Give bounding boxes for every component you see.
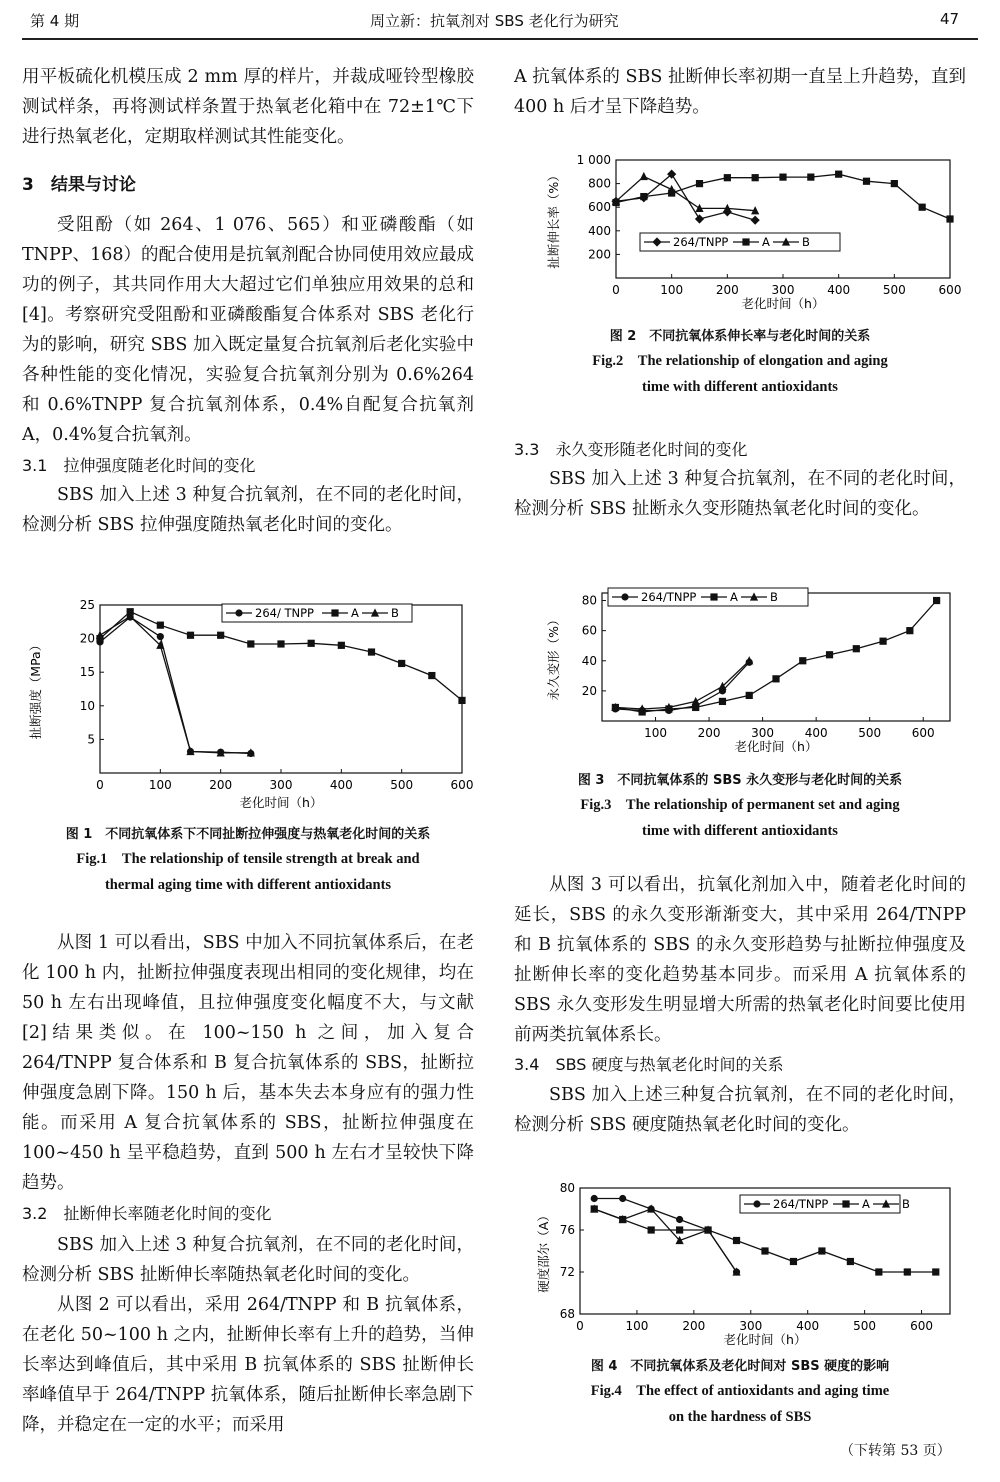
y-tick-label: 60 — [581, 623, 597, 638]
fig1-svg — [22, 595, 474, 813]
data-point — [217, 632, 224, 639]
data-point — [668, 185, 676, 193]
data-point — [761, 1247, 768, 1254]
data-point — [946, 215, 953, 222]
data-point — [826, 651, 833, 658]
data-point — [277, 640, 284, 647]
y-tick-label: 40 — [581, 653, 597, 668]
header-rule — [22, 38, 978, 40]
caption-en: on the hardness of SBS — [668, 1409, 812, 1425]
caption-en: Fig.3 The relationship of permanent set and aging — [580, 797, 900, 813]
paragraph: A 抗氧体系的 SBS 扯断伸长率初期一直呈上升趋势，直到 400 h 后才呈下降趋势。 — [514, 67, 966, 117]
series-1 — [591, 1205, 940, 1275]
data-point — [692, 697, 700, 705]
series-line — [594, 1209, 736, 1272]
series-2 — [590, 1204, 741, 1275]
fig3-svg — [540, 585, 960, 757]
legend-label: B — [902, 1197, 910, 1211]
left-column-bottom — [22, 928, 474, 1440]
y-tick-label: 200 — [588, 247, 611, 262]
y-tick-label: 80 — [559, 1181, 575, 1195]
series-line — [615, 601, 936, 713]
legend-marker — [331, 609, 338, 616]
caption-en: time with different antioxidants — [642, 379, 838, 395]
figure-1-chart — [22, 595, 474, 813]
x-tick-label: 100 — [148, 778, 172, 792]
caption-en: Fig.1 The relationship of tensile strength at break and — [76, 851, 420, 867]
legend-label: A — [762, 235, 770, 249]
data-point — [863, 178, 870, 185]
paragraph: SBS 加入上述 3 种复合抗氧剂，在不同的老化时间，检测分析 SBS 拉伸强度随热氧老化时间的变化。 — [22, 485, 474, 535]
legend-label: B — [391, 606, 399, 620]
data-point — [458, 697, 465, 704]
x-tick-label: 300 — [739, 1319, 763, 1333]
subsection-heading: 3.3 永久变形随老化时间的变化 — [514, 440, 748, 459]
x-tick-label: 400 — [827, 283, 851, 297]
data-point — [746, 692, 753, 699]
data-point — [619, 1195, 626, 1202]
y-tick-label: 400 — [588, 223, 611, 238]
y-axis-label: 硬度邵尔（A） — [536, 1209, 551, 1293]
y-tick-label: 600 — [588, 200, 611, 215]
x-tick-label: 500 — [853, 1319, 877, 1333]
data-point — [696, 180, 703, 187]
data-point — [835, 171, 842, 178]
plot-frame — [602, 593, 950, 721]
data-point — [724, 174, 731, 181]
series-line — [616, 174, 950, 219]
data-point — [904, 1268, 911, 1275]
legend-label: B — [770, 590, 778, 604]
figure-1-caption — [22, 824, 474, 898]
legend-marker — [742, 238, 749, 245]
series-1 — [612, 171, 953, 223]
data-point — [719, 698, 726, 705]
data-point — [96, 631, 104, 639]
legend-label: 264/TNPP — [641, 590, 697, 604]
x-axis-label: 老化时间（h） — [723, 1332, 807, 1347]
legend — [608, 588, 808, 606]
data-point — [398, 660, 405, 667]
data-point — [891, 180, 898, 187]
series-0 — [612, 659, 753, 714]
paragraph: SBS 加入上述三种复合抗氧剂，在不同的老化时间，检测分析 SBS 硬度随热氧老化时间的变化。 — [514, 1085, 966, 1135]
y-tick-label: 68 — [559, 1307, 575, 1321]
data-point — [932, 1268, 939, 1275]
data-point — [676, 1216, 683, 1223]
right-column-middle — [514, 436, 966, 524]
legend-marker — [235, 609, 242, 616]
subsection-heading: 3.1 拉伸强度随老化时间的变化 — [22, 456, 256, 475]
x-tick-label: 400 — [329, 778, 353, 792]
page-number: 47 — [940, 10, 960, 28]
series-line — [616, 177, 755, 211]
x-tick-label: 100 — [644, 726, 667, 740]
data-point — [591, 1195, 598, 1202]
y-tick-label: 5 — [87, 732, 95, 747]
paragraph: 从图 2 可以看出，采用 264/TNPP 和 B 抗氧体系，在老化 50~100 h 之内，扯断伸长率有上升的趋势，当伸长率达到峰值后，其中采用 B 抗氧体系的 SBS 扯断伸长率峰值早于 264/TNPP 抗氧体系，随后扯断伸长率急剧下降，并稳定在一定的水平；而采用 — [22, 1295, 474, 1435]
x-tick-label: 500 — [858, 726, 882, 740]
data-point — [751, 216, 760, 225]
y-tick-label: 80 — [581, 593, 597, 608]
data-point — [847, 1258, 854, 1265]
figure-4-chart — [530, 1180, 960, 1350]
data-point — [933, 597, 940, 604]
data-point — [879, 638, 886, 645]
data-point — [368, 648, 375, 655]
section-heading: 3 结果与讨论 — [22, 175, 136, 195]
caption-zh: 图 4 不同抗氧体系及老化时间对 SBS 硬度的影响 — [590, 1359, 890, 1374]
data-point — [875, 1268, 882, 1275]
y-tick-label: 10 — [79, 698, 95, 713]
right-column-bottom — [514, 870, 966, 1140]
legend-marker — [621, 593, 628, 600]
paragraph: 从图 1 可以看出，SBS 中加入不同抗氧体系后，在老化 100 h 内，扯断拉伸强度表现出相同的变化规律，均在 50 h 左右出现峰值，且拉伸强度变化幅度不大，与文献[2]结果类似。在 100~150 h 之间，加入复合 264/TNPP 复合体系和 B 复合抗氧体系的 SBS，扯断拉伸强度急剧下降。150 h 后，基本失去本身应有的强力性能。而采用 A 复合抗氧体系的 SBS，扯断拉伸强度在 100~450 h 呈平稳趋势，直到 500 h 左右才呈较快下降趋势。 — [22, 933, 474, 1193]
x-tick-label: 0 — [96, 778, 104, 792]
series-0 — [96, 613, 254, 757]
right-column-top — [514, 62, 966, 122]
caption-en: thermal aging time with different antioxidants — [104, 877, 392, 893]
paragraph: 从图 3 可以看出，抗氧化剂加入中，随着老化时间的延长，SBS 的永久变形渐渐变大，其中采用 264/TNPP 和 B 抗氧体系的 SBS 的永久变形趋势与扯断拉伸强度及扯断伸长率的变化趋势基本同步。而采用 A 抗氧体系的 SBS 永久变形发生明显增大所需的热氧老化时间要比使用前两类抗氧体系长。 — [514, 875, 966, 1045]
data-point — [752, 174, 759, 181]
data-point — [187, 632, 194, 639]
series-line — [100, 612, 462, 701]
y-tick-label: 800 — [588, 176, 611, 191]
y-tick-label: 72 — [559, 1265, 575, 1279]
data-point — [157, 633, 164, 640]
data-point — [247, 640, 254, 647]
x-tick-label: 600 — [938, 283, 962, 297]
legend-marker — [753, 1200, 760, 1207]
caption-en: Fig.4 The effect of antioxidants and aging time — [590, 1383, 890, 1399]
legend — [222, 604, 412, 622]
x-tick-label: 200 — [715, 283, 739, 297]
data-point — [799, 657, 806, 664]
x-tick-label: 600 — [911, 726, 935, 740]
caption-en: time with different antioxidants — [642, 823, 838, 839]
data-point — [853, 645, 860, 652]
x-tick-label: 500 — [882, 283, 906, 297]
legend-label: A — [862, 1197, 870, 1211]
legend-label: 264/TNPP — [773, 1197, 829, 1211]
data-point — [648, 1226, 655, 1233]
x-tick-label: 300 — [751, 726, 775, 740]
continued-note: （下转第 53 页） — [840, 1443, 951, 1459]
fig4-svg — [530, 1180, 960, 1350]
running-title: 周立新：抗氧剂对 SBS 老化行为研究 — [370, 12, 619, 30]
data-point — [818, 1247, 825, 1254]
x-tick-label: 100 — [660, 283, 684, 297]
x-axis-label: 老化时间（h） — [741, 296, 825, 311]
data-point — [919, 204, 926, 211]
series-2 — [96, 612, 255, 757]
x-tick-label: 100 — [625, 1319, 649, 1333]
series-2 — [611, 656, 753, 712]
data-point — [807, 174, 814, 181]
issue-number: 第 4 期 — [30, 12, 80, 30]
subsection-heading: 3.4 SBS 硬度与热氧老化时间的关系 — [514, 1055, 784, 1074]
x-tick-label: 600 — [450, 778, 474, 792]
caption-zh: 图 3 不同抗氧体系的 SBS 永久变形与老化时间的关系 — [577, 773, 903, 788]
data-point — [640, 193, 647, 200]
paragraph: 受阻酚（如 264、1 076、565）和亚磷酸酯（如 TNPP、168）的配合使用是抗氧剂配合协同使用效应最成功的例子，其共同作用大大超过它们单独应用效果的总和[4]。考察研究受阻酚和亚磷酸酯复合体系对 SBS 老化行为的影响，研究 SBS 加入既定量复合抗氧剂后老化实验中各种性能的变化情况，实验复合抗氧剂分别为 0.6%264 和 0.6%TNPP 复合抗氧剂体系，0.4%自配复合抗氧剂 A，0.4%复合抗氧剂。 — [22, 215, 474, 445]
legend-label: A — [730, 590, 738, 604]
y-tick-label: 25 — [79, 598, 95, 612]
data-point — [157, 622, 164, 629]
figure-2-chart — [540, 152, 960, 314]
y-tick-label: 20 — [79, 631, 95, 646]
subsection-heading: 3.2 扯断伸长率随老化时间的变化 — [22, 1204, 272, 1223]
series-line — [616, 174, 755, 220]
running-header — [0, 0, 1000, 40]
x-tick-label: 400 — [804, 726, 828, 740]
data-point — [640, 172, 648, 180]
paragraph: SBS 加入上述 3 种复合抗氧剂，在不同的老化时间，检测分析 SBS 扯断永久变形随热氧老化时间的变化。 — [514, 469, 966, 519]
y-tick-label: 76 — [559, 1223, 575, 1237]
legend — [740, 1195, 910, 1213]
data-point — [772, 675, 779, 682]
data-point — [428, 672, 435, 679]
x-axis-label: 老化时间（h） — [734, 739, 818, 754]
x-tick-label: 500 — [390, 778, 414, 792]
series-0 — [591, 1195, 741, 1276]
x-tick-label: 300 — [771, 283, 795, 297]
legend — [640, 233, 840, 251]
x-axis-label: 老化时间（h） — [239, 795, 323, 810]
legend-label: 264/TNPP — [673, 235, 729, 249]
figure-3-caption — [514, 770, 966, 844]
y-axis-label: 永久变形（%） — [546, 613, 561, 701]
data-point — [676, 1226, 683, 1233]
y-axis-label: 扯断强度（MPa） — [28, 638, 43, 740]
x-tick-label: 200 — [682, 1319, 706, 1333]
legend-label: B — [802, 235, 810, 249]
y-axis-label: 扯断伸长率（%） — [546, 169, 561, 269]
data-point — [779, 174, 786, 181]
figure-3-chart — [540, 585, 960, 757]
series-line — [594, 1209, 936, 1272]
legend-marker — [710, 593, 717, 600]
x-tick-label: 200 — [697, 726, 721, 740]
figure-2-caption — [514, 326, 966, 400]
series-1 — [612, 597, 940, 716]
caption-zh: 图 2 不同抗氧体系伸长率与老化时间的关系 — [609, 329, 871, 344]
caption-zh: 图 1 不同抗氧体系下不同扯断拉伸强度与热氧老化时间的关系 — [65, 827, 431, 842]
data-point — [338, 642, 345, 649]
data-point — [906, 627, 913, 634]
x-tick-label: 400 — [796, 1319, 820, 1333]
paragraph: 用平板硫化机模压成 2 mm 厚的样片，并裁成哑铃型橡胶测试样条，再将测试样条置于热氧老化箱中在 72±1℃下进行热氧老化，定期取样测试其性能变化。 — [22, 67, 474, 147]
fig2-svg — [540, 152, 960, 314]
legend-label: 264/ TNPP — [255, 606, 314, 620]
x-tick-label: 300 — [269, 778, 293, 792]
data-point — [790, 1258, 797, 1265]
left-column-top — [22, 62, 474, 540]
y-tick-label: 1 000 — [576, 153, 611, 167]
y-tick-label: 20 — [581, 683, 597, 698]
legend-label: A — [351, 606, 359, 620]
series-line — [615, 661, 749, 709]
data-point — [695, 214, 704, 223]
series-line — [615, 662, 749, 710]
y-tick-label: 15 — [79, 665, 95, 680]
legend-marker — [842, 1200, 849, 1207]
paragraph: SBS 加入上述 3 种复合抗氧剂，在不同的老化时间，检测分析 SBS 扯断伸长率随热氧老化时间的变化。 — [22, 1235, 474, 1285]
data-point — [308, 640, 315, 647]
x-tick-label: 0 — [612, 283, 620, 297]
x-tick-label: 600 — [910, 1319, 933, 1333]
series-line — [594, 1199, 736, 1273]
series-1 — [96, 608, 465, 704]
x-tick-label: 200 — [209, 778, 233, 792]
data-point — [733, 1237, 740, 1244]
x-tick-label: 0 — [576, 1319, 584, 1333]
caption-en: Fig.2 The relationship of elongation and aging — [592, 353, 888, 369]
plot-frame — [100, 605, 462, 773]
figure-4-caption — [514, 1356, 966, 1430]
